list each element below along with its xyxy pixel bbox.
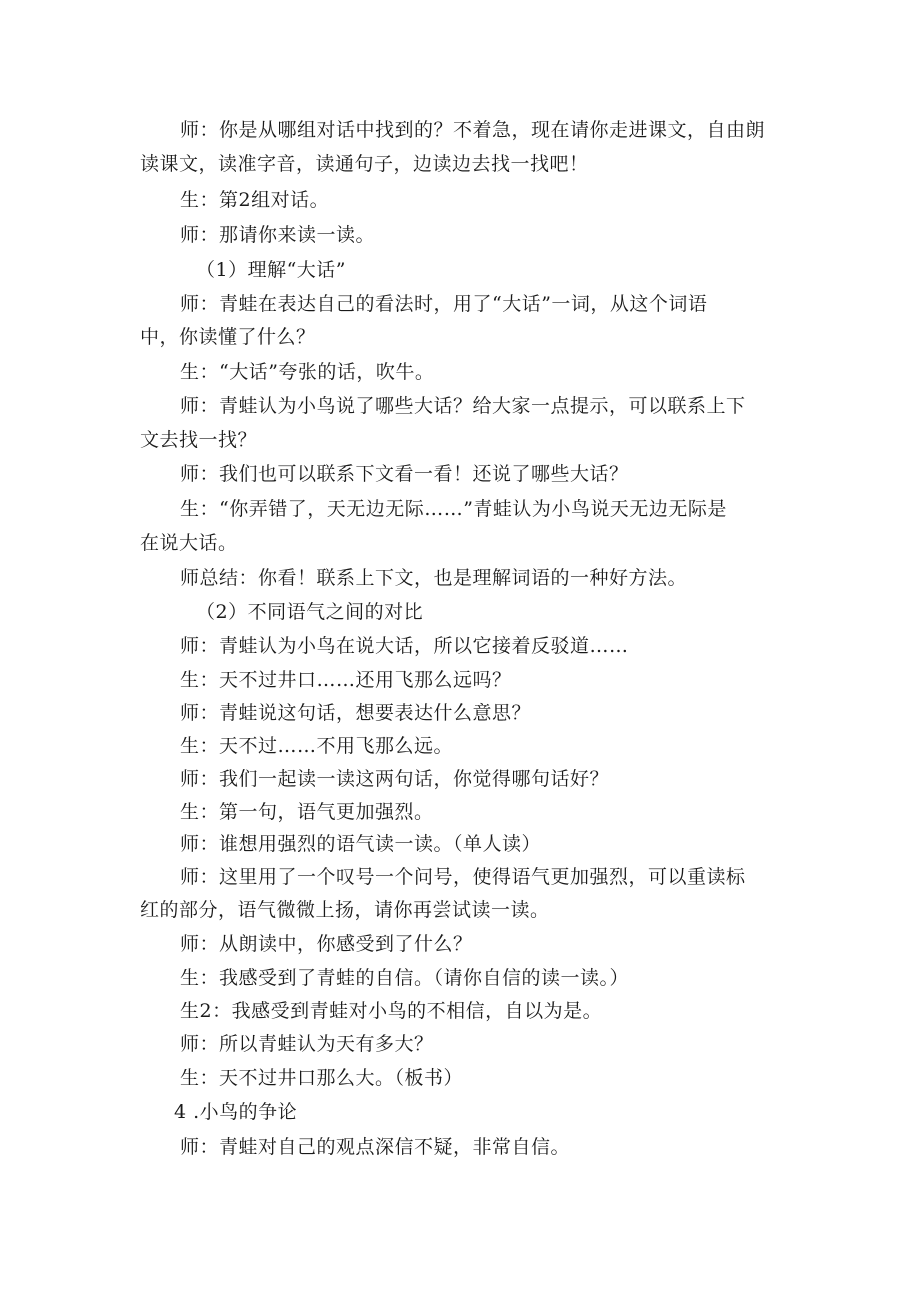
paragraph-line: 生2：我感受到青蛙对小鸟的不相信，自以为是。 — [180, 1000, 603, 1022]
paragraph-line: 红的部分，语气微微上扬，请你再尝试读一读。 — [140, 899, 550, 921]
paragraph-line: 师：青蛙认为小鸟说了哪些大话？给大家一点提示，可以联系上下 — [180, 395, 746, 417]
paragraph-line: 师：我们一起读一读这两句话，你觉得哪句话好？ — [180, 768, 610, 790]
paragraph-line: 生：第一句，语气更加强烈。 — [180, 801, 434, 823]
paragraph-line: 师：青蛙对自己的观点深信不疑，非常自信。 — [180, 1136, 571, 1158]
paragraph-line: 师：谁想用强烈的语气读一读。（单人读） — [180, 833, 542, 855]
paragraph-line: 读课文，读准字音，读通句子，边读边去找一找吧！ — [140, 153, 589, 175]
paragraph-line: 文去找一找？ — [140, 429, 258, 451]
paragraph-line: 师总结：你看！联系上下文，也是理解词语的一种好方法。 — [180, 567, 688, 589]
paragraph-line: 师：从朗读中，你感受到了什么？ — [180, 933, 473, 955]
section-heading: （2）不同语气之间的对比 — [196, 601, 424, 623]
paragraph-line: 生：我感受到了青蛙的自信。（请你自信的读一读。） — [180, 967, 630, 989]
paragraph-line: 师：那请你来读一读。 — [180, 224, 376, 246]
paragraph-line: 师：我们也可以联系下文看一看！还说了哪些大话？ — [180, 463, 629, 485]
paragraph-line: 生：“你弄错了，天无边无际……”青蛙认为小鸟说天无边无际是 — [180, 498, 727, 520]
paragraph-line: 生：天不过……不用飞那么远。 — [180, 735, 454, 757]
paragraph-line: 生：天不过井口……还用飞那么远吗？ — [180, 669, 512, 691]
paragraph-line: 在说大话。 — [140, 532, 238, 554]
section-heading: 4 .小鸟的争论 — [174, 1101, 298, 1123]
paragraph-line: 生：“大话”夸张的话，吹牛。 — [180, 361, 435, 383]
paragraph-line: 生：第2组对话。 — [180, 189, 330, 211]
paragraph-line: 师：你是从哪组对话中找到的？不着急，现在请你走进课文，自由朗 — [180, 119, 766, 141]
paragraph-line: 生：天不过井口那么大。（板书） — [180, 1067, 464, 1089]
paragraph-line: 师：青蛙认为小鸟在说大话，所以它接着反驳道…… — [180, 635, 629, 657]
paragraph-line: 中，你读懂了什么？ — [140, 326, 316, 348]
paragraph-line: 师：青蛙在表达自己的看法时，用了“大话”一词，从这个词语 — [180, 293, 708, 315]
paragraph-line: 师：这里用了一个叹号一个问号，使得语气更加强烈，可以重读标 — [180, 866, 746, 888]
section-heading: （1）理解“大话” — [196, 259, 347, 281]
paragraph-line: 师：所以青蛙认为天有多大？ — [180, 1033, 434, 1055]
paragraph-line: 师：青蛙说这句话，想要表达什么意思？ — [180, 702, 532, 724]
